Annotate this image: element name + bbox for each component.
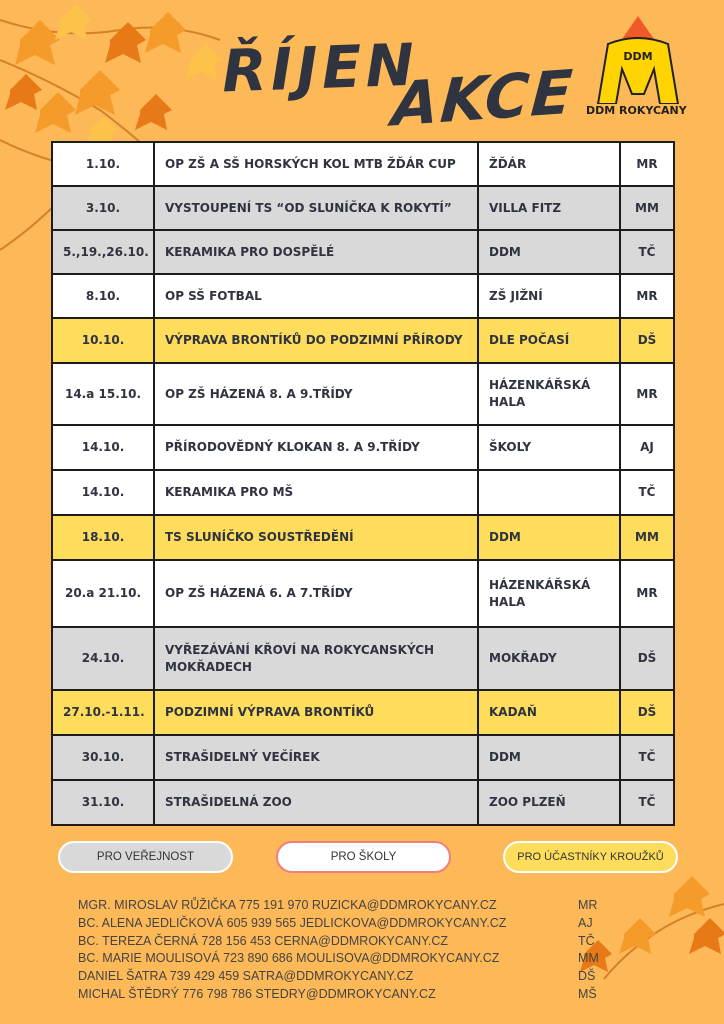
event-place: DDM — [478, 230, 620, 274]
event-date: 18.10. — [52, 515, 154, 560]
contact-row — [78, 915, 618, 933]
contact-text: MICHAL ŠTĚDRÝ 776 798 786 STEDRY@DDMROKYCANY.CZ — [78, 986, 436, 1001]
month-title: ŘÍJEN — [220, 30, 420, 106]
event-organizer-code: MR — [620, 274, 674, 318]
ddm-rokycany-logo — [588, 14, 688, 104]
event-date: 14.10. — [52, 470, 154, 515]
event-date: 3.10. — [52, 186, 154, 230]
event-date: 14.10. — [52, 425, 154, 470]
logo-letters: DDM — [623, 50, 653, 63]
event-row — [52, 318, 674, 363]
event-place: MOKŘADY — [478, 627, 620, 690]
event-organizer-code: MM — [620, 186, 674, 230]
contact-text: BC. TEREZA ČERNÁ 728 156 453 CERNA@DDMROKYCANY.CZ — [78, 933, 448, 948]
event-organizer-code: MR — [620, 363, 674, 425]
event-name: PŘÍRODOVĚDNÝ KLOKAN 8. A 9.TŘÍDY — [154, 425, 478, 470]
event-row — [52, 690, 674, 735]
event-row — [52, 560, 674, 627]
event-row — [52, 186, 674, 230]
event-organizer-code: DŠ — [620, 318, 674, 363]
event-name: OP ZŠ HÁZENÁ 8. A 9.TŘÍDY — [154, 363, 478, 425]
event-row — [52, 780, 674, 825]
contact-row — [78, 986, 618, 1004]
events-table — [51, 141, 675, 826]
contact-code: DŠ — [578, 969, 596, 984]
event-date: 14.a 15.10. — [52, 363, 154, 425]
event-place: ŽĎÁR — [478, 142, 620, 186]
event-date: 5.,19.,26.10. — [52, 230, 154, 274]
event-row — [52, 142, 674, 186]
event-date: 1.10. — [52, 142, 154, 186]
contact-text: BC. ALENA JEDLIČKOVÁ 605 939 565 JEDLICKOVA@DDMROKYCANY.CZ — [78, 915, 507, 930]
event-place: DDM — [478, 735, 620, 780]
event-name: KERAMIKA PRO DOSPĚLÉ — [154, 230, 478, 274]
event-row — [52, 230, 674, 274]
event-name: VYŘEZÁVÁNÍ KŘOVÍ NA ROKYCANSKÝCH MOKŘADECH — [154, 627, 478, 690]
event-date: 24.10. — [52, 627, 154, 690]
event-organizer-code: TČ — [620, 230, 674, 274]
event-name: VÝPRAVA BRONTÍKŮ DO PODZIMNÍ PŘÍRODY — [154, 318, 478, 363]
event-place: ZŠ JIŽNÍ — [478, 274, 620, 318]
contact-text: BC. MARIE MOULISOVÁ 723 890 686 MOULISOVA@DDMROKYCANY.CZ — [78, 951, 500, 966]
event-organizer-code: MR — [620, 142, 674, 186]
legend-public: PRO VEŘEJNOST — [58, 841, 233, 873]
event-date: 10.10. — [52, 318, 154, 363]
event-place: HÁZENKÁŘSKÁ HALA — [478, 560, 620, 627]
event-name: STRAŠIDELNÝ VEČÍREK — [154, 735, 478, 780]
event-organizer-code: MR — [620, 560, 674, 627]
event-organizer-code: TČ — [620, 735, 674, 780]
event-row — [52, 735, 674, 780]
contact-code: MM — [578, 951, 599, 966]
event-organizer-code: MM — [620, 515, 674, 560]
contact-code: AJ — [578, 915, 593, 930]
event-row — [52, 274, 674, 318]
event-date: 20.a 21.10. — [52, 560, 154, 627]
contact-text: DANIEL ŠATRA 739 429 459 SATRA@DDMROKYCANY.CZ — [78, 969, 414, 984]
event-organizer-code: DŠ — [620, 627, 674, 690]
event-organizer-code: AJ — [620, 425, 674, 470]
event-row — [52, 515, 674, 560]
event-place: HÁZENKÁŘSKÁ HALA — [478, 363, 620, 425]
contact-row — [78, 897, 618, 915]
contact-code: TČ — [578, 933, 595, 948]
event-organizer-code: TČ — [620, 780, 674, 825]
event-place: DLE POČASÍ — [478, 318, 620, 363]
event-row — [52, 363, 674, 425]
contact-code: MR — [578, 898, 598, 912]
legend-school: PRO ŠKOLY — [276, 841, 451, 873]
legend-club: PRO ÚČASTNÍKY KROUŽKŮ — [503, 841, 678, 873]
event-place: DDM — [478, 515, 620, 560]
event-row — [52, 627, 674, 690]
contact-row — [78, 950, 618, 968]
event-name: OP ZŠ HÁZENÁ 6. A 7.TŘÍDY — [154, 560, 478, 627]
event-date: 31.10. — [52, 780, 154, 825]
event-name: KERAMIKA PRO MŠ — [154, 470, 478, 515]
contact-list — [78, 897, 618, 1004]
event-name: OP SŠ FOTBAL — [154, 274, 478, 318]
event-name: STRAŠIDELNÁ ZOO — [154, 780, 478, 825]
event-place — [478, 470, 620, 515]
event-name: TS SLUNÍČKO SOUSTŘEDĚNÍ — [154, 515, 478, 560]
event-date: 8.10. — [52, 274, 154, 318]
logo-text: DDM ROKYCANY — [586, 104, 687, 117]
contact-row — [78, 968, 618, 986]
event-place: ZOO PLZEŇ — [478, 780, 620, 825]
events-title: AKCE — [389, 57, 577, 141]
event-organizer-code: DŠ — [620, 690, 674, 735]
event-place: VILLA FITZ — [478, 186, 620, 230]
event-place: ŠKOLY — [478, 425, 620, 470]
event-date: 30.10. — [52, 735, 154, 780]
event-name: OP ZŠ A SŠ HORSKÝCH KOL MTB ŽĎÁR CUP — [154, 142, 478, 186]
event-name: VYSTOUPENÍ TS “OD SLUNÍČKA K ROKYTÍ” — [154, 186, 478, 230]
event-place: KADAŇ — [478, 690, 620, 735]
event-row — [52, 470, 674, 515]
contact-row — [78, 933, 618, 951]
contact-code: MŠ — [578, 986, 597, 1001]
event-row — [52, 425, 674, 470]
event-organizer-code: TČ — [620, 470, 674, 515]
event-name: PODZIMNÍ VÝPRAVA BRONTÍKŮ — [154, 690, 478, 735]
event-date: 27.10.-1.11. — [52, 690, 154, 735]
contact-text: MGR. MIROSLAV RŮŽIČKA 775 191 970 RUZICKA@DDMROKYCANY.CZ — [78, 898, 497, 912]
